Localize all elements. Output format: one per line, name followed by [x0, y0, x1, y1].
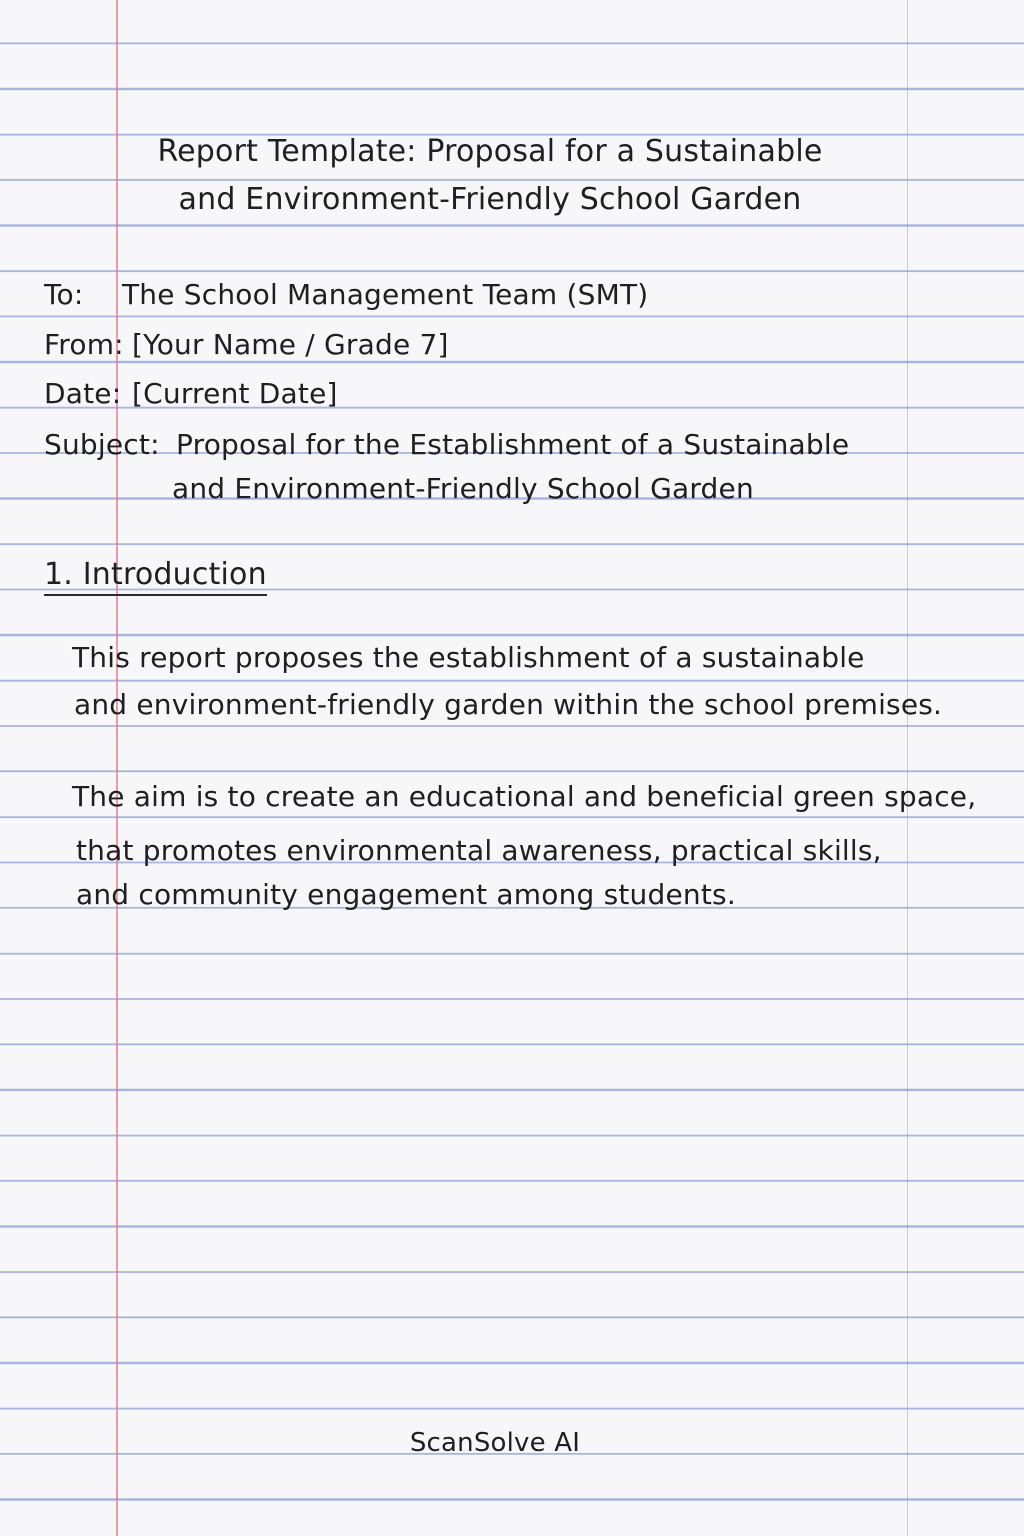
intro-paragraph-2-line-2: that promotes environmental awareness, practical skills, [76, 834, 882, 867]
intro-paragraph-1-line-2: and environment-friendly garden within the school premises. [74, 688, 943, 721]
footer-brand: ScanSolve AI [409, 1428, 581, 1458]
subject-label: Subject: [44, 428, 160, 461]
subject-value-line-1: Proposal for the Establishment of a Sustainable [176, 428, 850, 461]
section-heading-introduction: 1. Introduction [44, 557, 267, 596]
to-label: To: [44, 278, 84, 311]
report-title-line-1: Report Template: Proposal for a Sustainable [157, 134, 823, 169]
report-title-line-2: and Environment-Friendly School Garden [178, 182, 802, 217]
to-value: The School Management Team (SMT) [122, 278, 649, 311]
intro-paragraph-2-line-3: and community engagement among students. [76, 878, 736, 911]
subject-value-line-2: and Environment-Friendly School Garden [172, 472, 754, 505]
intro-paragraph-1-line-1: This report proposes the establishment of a sustainable [72, 641, 865, 674]
date-value: [Current Date] [132, 377, 338, 410]
from-label: From: [44, 328, 124, 361]
right-margin-line [907, 0, 908, 1536]
date-label: Date: [44, 377, 122, 410]
left-margin-line [116, 0, 118, 1536]
from-value: [Your Name / Grade 7] [132, 328, 449, 361]
intro-paragraph-2-line-1: The aim is to create an educational and beneficial green space, [72, 780, 977, 813]
